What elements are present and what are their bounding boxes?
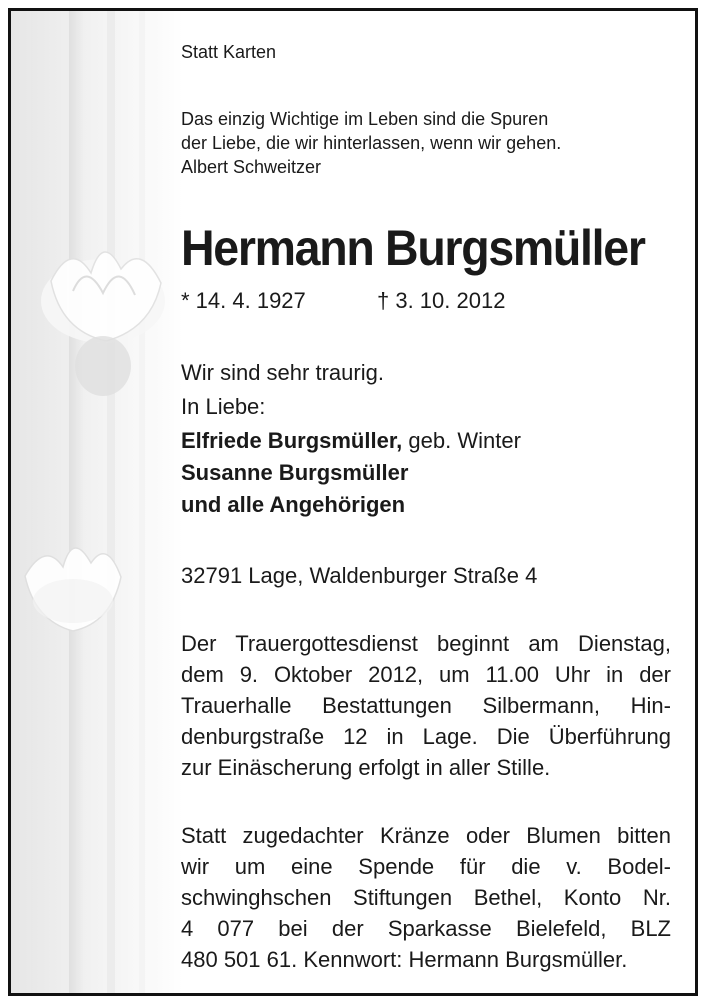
- quote-author: Albert Schweitzer: [181, 157, 322, 177]
- service-line: dem 9. Oktober 2012, um 11.00 Uhr in der: [181, 662, 671, 687]
- donation-line: Statt zugedachter Kränze oder Blumen bitten: [181, 823, 671, 848]
- deceased-name: Hermann Burgsmüller: [181, 220, 645, 276]
- mourner-2: Susanne Burgsmüller: [181, 460, 409, 485]
- mourner-3: und alle Angehörigen: [181, 492, 406, 517]
- obituary-frame: [8, 8, 698, 996]
- mourners-intro: In Liebe:: [181, 394, 266, 419]
- service-line: zur Einäscherung erfolgt in aller Stille.: [181, 755, 551, 780]
- mourner-1-name: Elfriede Burgsmüller,: [181, 428, 403, 453]
- address-line: 32791 Lage, Waldenburger Straße 4: [181, 563, 538, 588]
- donation-line: wir um eine Spende für die v. Bodel-: [181, 854, 671, 879]
- birth-date: * 14. 4. 1927: [181, 288, 306, 313]
- donation-line: 4 077 bei der Sparkasse Bielefeld, BLZ: [181, 916, 671, 941]
- service-line: denburgstraße 12 in Lage. Die Überführung: [181, 724, 671, 749]
- mourner-1: [181, 427, 521, 456]
- flower-image: [11, 11, 183, 993]
- mourner-1-maiden: geb. Winter: [402, 428, 521, 453]
- flower-photo: [11, 11, 183, 993]
- service-line: Der Trauergottesdienst beginnt am Dienstag,: [181, 631, 671, 656]
- donation-line: 480 501 61. Kennwort: Hermann Burgsmüller.: [181, 947, 628, 972]
- message-line: Wir sind sehr traurig.: [181, 360, 384, 385]
- quote-line-1: Das einzig Wichtige im Leben sind die Spuren: [181, 109, 549, 129]
- service-line: Trauerhalle Bestattungen Silbermann, Hin-: [181, 693, 671, 718]
- quote-line-2: der Liebe, die wir hinterlassen, wenn wir gehen.: [181, 133, 562, 153]
- intro-line: Statt Karten: [181, 42, 277, 62]
- death-date: † 3. 10. 2012: [377, 288, 506, 313]
- donation-line: schwinghschen Stiftungen Bethel, Konto Nr.: [181, 885, 671, 910]
